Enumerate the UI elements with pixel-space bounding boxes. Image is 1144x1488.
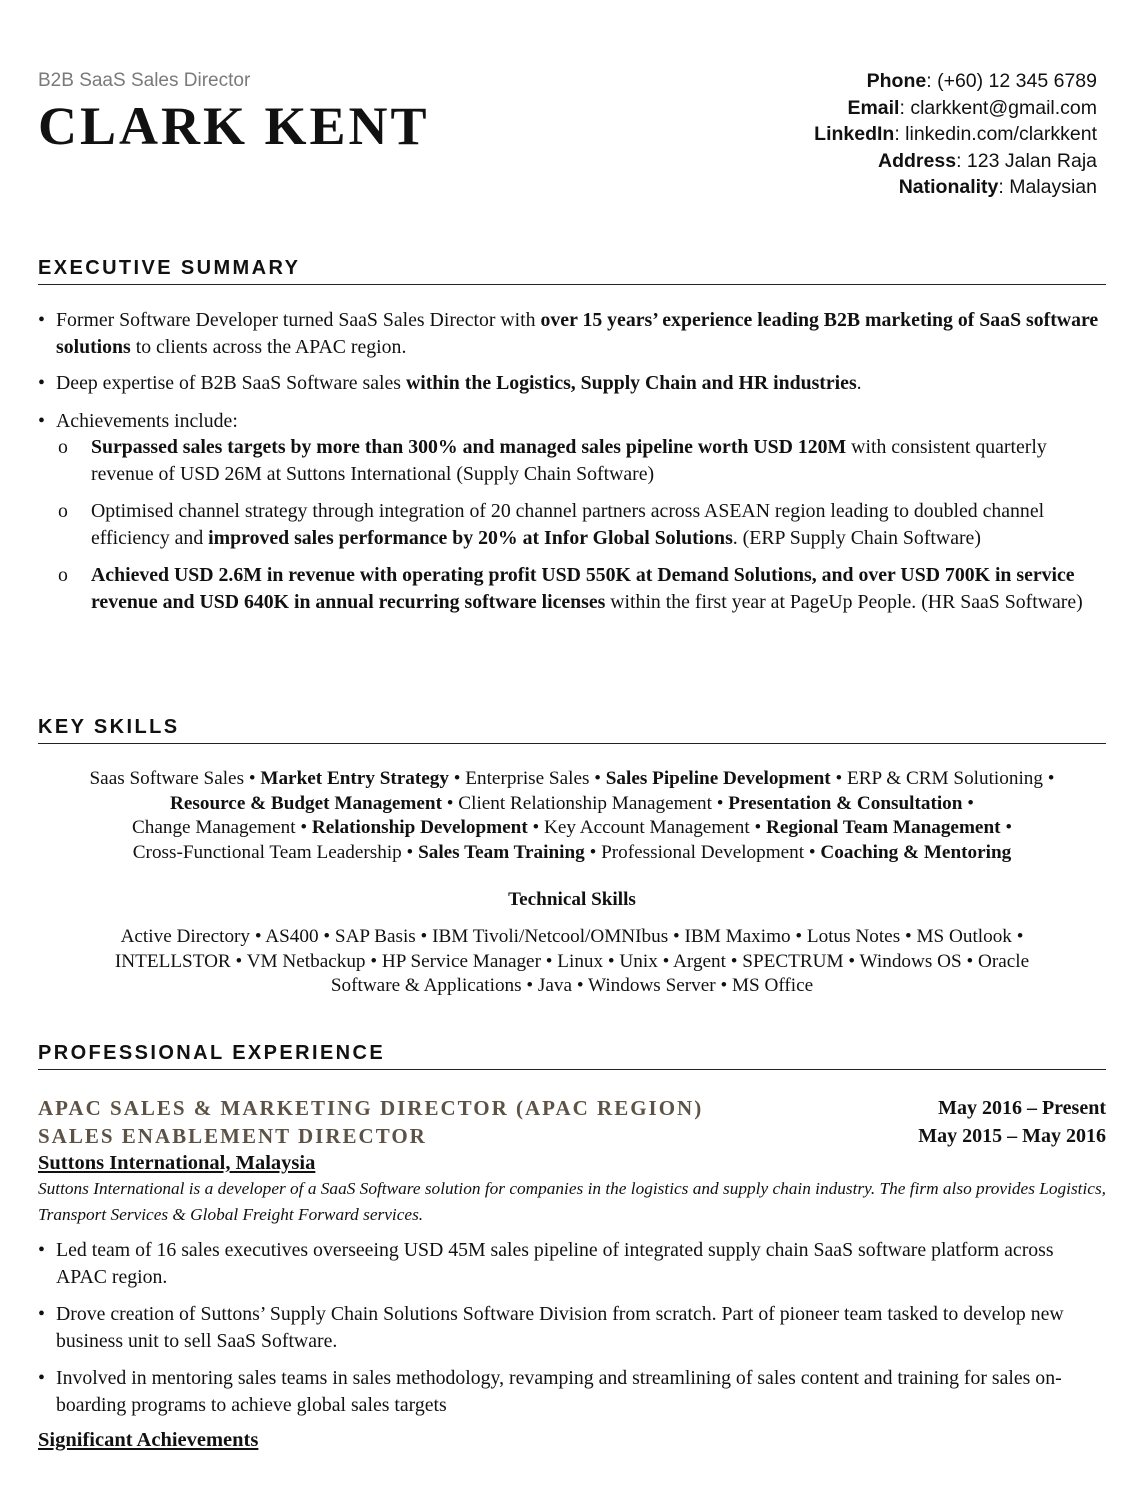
skill-text-bold: Sales Pipeline Development: [605, 768, 831, 789]
company-description: Suttons International is a developer of a SaaS Software solution for companies in the logistics and supply chain industry. The firm also provides Logistics, Transport Services & Global Freight Forward services.: [38, 1179, 1106, 1224]
section-key-skills: [38, 714, 1106, 744]
contact-label: Email: [847, 96, 900, 119]
header-left: [38, 68, 430, 156]
job-row: [38, 1123, 1106, 1151]
sub-list-item: [38, 498, 1106, 551]
job-subtitle: B2B SaaS Sales Director: [38, 70, 251, 91]
skill-text: •: [962, 792, 974, 814]
text: Former Software Developer turned SaaS Sales Director with: [56, 309, 541, 331]
text-bold: Achieved USD 2.6M in revenue with operating profit USD 550K at Demand Solutions, and over USD 700K in service revenue and USD 640K in annual recurring software licenses: [91, 564, 1075, 613]
sub-list-item: [38, 562, 1106, 615]
contact-label: Address: [878, 149, 957, 172]
list-item: • Led team of 16 sales executives overseeing USD 45M sales pipeline of integrated supply chain SaaS software platform across APAC region.: [38, 1237, 1106, 1290]
section-professional-experience: [38, 1040, 1106, 1070]
achievements-heading: Significant Achievements: [38, 1429, 259, 1451]
skill-text: • Key Account Management •: [527, 817, 766, 838]
contact-block: [814, 68, 1097, 201]
job-date: May 2016 – Present: [938, 1097, 1106, 1119]
skill-text-bold: Regional Team Management: [766, 817, 1001, 838]
text: . (ERP Supply Chain Software): [732, 526, 981, 549]
job-title: SALES ENABLEMENT DIRECTOR: [38, 1123, 427, 1148]
summary-body: [38, 307, 1106, 615]
text-bold: Surpassed sales targets by more than 300% and managed sales pipeline worth USD 120M: [91, 436, 847, 458]
text: to clients across the APAC region.: [130, 335, 407, 358]
contact-value: : 123 Jalan Raja: [956, 149, 1097, 172]
list-item: • Drove creation of Suttons’ Supply Chain Solutions Software Division from scratch. Part of pioneer team tasked to develop new business unit to sell SaaS Software.: [38, 1301, 1106, 1354]
contact-value: : (+60) 12 345 6789: [926, 70, 1097, 92]
skill-text-bold: Relationship Development: [311, 817, 528, 838]
list-item: [38, 370, 1106, 397]
job-date: May 2015 – May 2016: [918, 1124, 1106, 1147]
contact-email: [814, 95, 1097, 122]
contact-linkedin: [814, 121, 1097, 148]
list-item: [38, 408, 1106, 435]
job-title: APAC SALES & MARKETING DIRECTOR (APAC REGION): [38, 1096, 704, 1120]
tech-line: Active Directory • AS400 • SAP Basis • IBM Tivoli/Netcool/OMNIbus • IBM Maximo • Lotus Notes • MS Outlook •: [120, 926, 1024, 947]
skill-text: •: [1000, 817, 1013, 838]
section-heading: KEY SKILLS: [38, 716, 180, 738]
text-bold: within the Logistics, Supply Chain and HR industries: [405, 372, 857, 394]
technical-skills-list: [38, 925, 1106, 999]
text: with consistent quarterly revenue of USD 26M at Suttons International (Supply Chain Software): [91, 436, 1047, 485]
contact-label: LinkedIn: [814, 123, 895, 145]
text: within the first year at PageUp People. (HR SaaS Software): [605, 590, 1083, 613]
contact-nationality: [814, 174, 1097, 201]
skill-text-bold: Market Entry Strategy: [260, 768, 449, 789]
text: .: [856, 372, 862, 394]
company-name: Suttons International, Malaysia: [38, 1152, 316, 1174]
contact-label: Nationality: [898, 176, 999, 198]
text-bold: improved sales performance by 20% at Infor Global Solutions: [208, 526, 733, 549]
skill-text-bold: Coaching & Mentoring: [820, 841, 1012, 863]
tech-line: INTELLSTOR • VM Netbackup • HP Service Manager • Linux • Unix • Argent • SPECTRUM • Windows OS • Oracle: [114, 950, 1030, 972]
job-row: [38, 1095, 1106, 1123]
skills-line: [38, 841, 1106, 866]
tech-line: Software & Applications • Java • Windows Server • MS Office: [330, 975, 814, 996]
experience-body: [38, 1095, 1106, 1453]
skill-text-bold: Resource & Budget Management: [170, 792, 442, 814]
contact-phone: [814, 68, 1097, 95]
contact-address: [814, 148, 1097, 175]
text-bold: over 15 years’ experience leading B2B marketing of SaaS software solutions: [56, 309, 1099, 358]
skill-text: Change Management •: [131, 817, 312, 838]
skill-text: Saas Software Sales •: [89, 768, 261, 789]
section-executive-summary: [38, 255, 1106, 285]
key-skills-list: [38, 767, 1106, 865]
contact-value: : Malaysian: [998, 176, 1097, 198]
text: Optimised channel strategy through integration of 20 channel partners across ASEAN region leading to doubled channel efficiency and: [91, 500, 1045, 549]
candidate-name: CLARK KENT: [38, 96, 430, 156]
text: Achievements include:: [56, 409, 238, 432]
skills-line: [38, 792, 1106, 817]
technical-skills-heading: Technical Skills: [508, 889, 636, 910]
skill-text: • Enterprise Sales •: [448, 768, 606, 789]
text: Deep expertise of B2B SaaS Software sales: [56, 372, 406, 394]
skill-text: • Professional Development •: [584, 841, 821, 863]
contact-value: : linkedin.com/clarkkent: [894, 123, 1097, 145]
contact-value: : clarkkent@gmail.com: [899, 96, 1097, 119]
section-heading: PROFESSIONAL EXPERIENCE: [38, 1042, 386, 1064]
skills-line: [38, 816, 1106, 841]
section-heading: EXECUTIVE SUMMARY: [38, 257, 301, 279]
list-item: [38, 307, 1106, 360]
sub-list-item: [38, 434, 1106, 487]
contact-label: Phone: [866, 70, 927, 92]
skill-text-bold: Presentation & Consultation: [728, 792, 963, 814]
skill-text-bold: Sales Team Training: [418, 841, 585, 863]
skill-text: • Client Relationship Management •: [442, 792, 729, 814]
skill-text: • ERP & CRM Solutioning •: [830, 768, 1055, 789]
skills-line: [38, 767, 1106, 792]
list-item: • Involved in mentoring sales teams in sales methodology, revamping and streamlining of sales content and training for sales on-boarding programs to achieve global sales targets: [38, 1365, 1106, 1418]
skill-text: Cross-Functional Team Leadership •: [132, 841, 419, 863]
